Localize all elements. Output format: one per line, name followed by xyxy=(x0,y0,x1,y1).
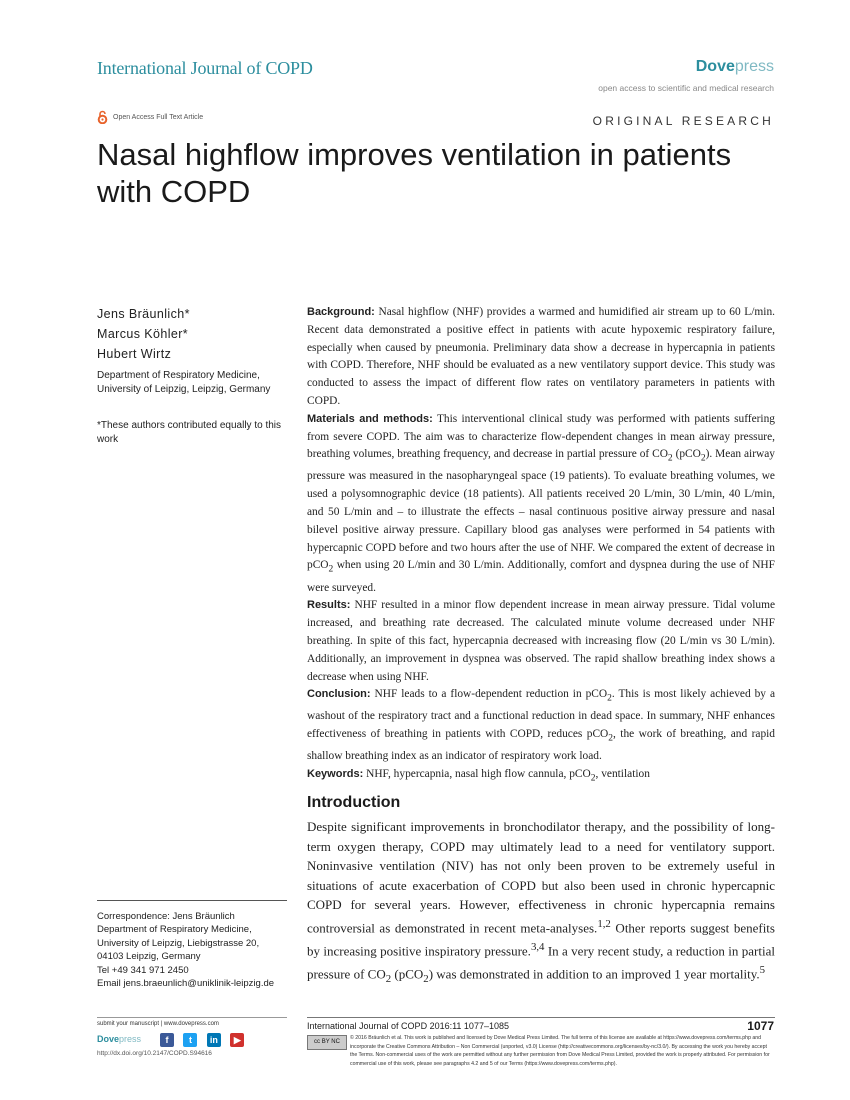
abstract-background xyxy=(307,304,775,411)
subscript: 2 xyxy=(590,773,596,784)
conclusion-text: . This is most likely achieved by a washout of the respiratory tract and a functional reduction in dead space. In summary, NHF enhances effectiveness of breathing in patients with COPD, reduces pCO xyxy=(307,688,775,741)
background-text: Nasal highflow (NHF) provides a warmed and humidified air stream up to 60 L/min. Recent data demonstrated a positive effect in patients with acute hypoxemic respiratory failure, especially when caused by pneumonia. Preliminary data show a decrease in hypercapnia in patients with COPD. Therefore, NHF should be evaluated as a new ventilatory support device. This study was conducted to assess the impact of different flow rates on ventilatory parameters in patients with COPD. xyxy=(307,306,775,407)
page-number: 1077 xyxy=(747,1019,774,1033)
results-label: Results: xyxy=(307,599,351,612)
reference-link[interactable]: 5 xyxy=(759,963,766,976)
twitter-icon[interactable]: t xyxy=(183,1033,197,1047)
publisher-logo-bold: Dove xyxy=(695,58,735,75)
social-links xyxy=(160,1031,249,1049)
intro-text: Other reports suggest benefits by increasing positive inspiratory pressure. xyxy=(307,920,775,959)
introduction-body xyxy=(307,817,775,989)
background-label: Background: xyxy=(307,306,375,318)
intro-text: Despite significant improvements in bronchodilator therapy, and the possibility of long-term oxygen therapy, COPD may ultimately lead to a need for ventilatory support. Noninvasive ventilation (NIV) has not only been proven to be extremely useful in situations of acute exacerbation of COPD but also been used in chronic hypercapnic COPD for several years. However, effectiveness in chronic hypercapnia remains controversial as demonstrated in recent meta-analyses. xyxy=(307,819,775,936)
submit-manuscript-link[interactable]: submit your manuscript | www.dovepress.com xyxy=(97,1021,219,1027)
correspondence-email[interactable]: Email jens.braeunlich@uniklinik-leipzig.de xyxy=(97,978,275,990)
license-text: © 2016 Bräunlich et al. This work is published and licensed by Dove Medical Press Limited. The full terms of this license are available at https://www.dovepress.com/terms.php and incorporate the Creative Commons Attribution – Non Commercial (unported, v3.0) License (http://creativecommons.org/licenses/by-nc/3.0/). By accessing the work you hereby accept the Terms. Non-commercial uses of the work are permitted without any further permission from Dove Medical Press Limited, provided the work is properly attributed. For permission for commercial use of this work, please see paragraphs 4.2 and 5 of our Terms (https://www.dovepress.com/terms.php). xyxy=(350,1035,770,1067)
author-list xyxy=(97,304,190,364)
facebook-icon[interactable]: f xyxy=(160,1033,174,1047)
reference-link[interactable]: 1,2 xyxy=(597,917,611,930)
youtube-icon[interactable]: ▶ xyxy=(230,1033,244,1047)
abstract-results xyxy=(307,597,775,686)
keywords-text: NHF, hypercapnia, nasal high flow cannula, pCO xyxy=(366,768,591,781)
footer-publisher-logo[interactable] xyxy=(97,1034,141,1044)
conclusion-text: NHF leads to a flow-dependent reduction in pCO xyxy=(374,688,608,701)
correspondence-divider xyxy=(97,900,287,901)
doi-link[interactable]: http://dx.doi.org/10.2147/COPD.S94616 xyxy=(97,1050,212,1057)
reference-link[interactable]: 3,4 xyxy=(530,940,545,953)
footer-right-divider xyxy=(307,1017,775,1018)
abstract-methods xyxy=(307,411,775,598)
correspondence-dept: Department of Respiratory Medicine, xyxy=(97,924,252,936)
publisher-tagline: open access to scientific and medical research xyxy=(598,83,774,93)
open-access-label: Open Access Full Text Article xyxy=(113,114,204,121)
article-type: ORIGINAL RESEARCH xyxy=(592,114,774,128)
subscript: 2 xyxy=(385,972,392,985)
subscript: 2 xyxy=(667,453,673,464)
subscript: 2 xyxy=(607,693,612,704)
abstract-conclusion xyxy=(307,686,775,766)
publisher-logo[interactable] xyxy=(696,58,774,76)
citation-line: International Journal of COPD 2016:11 1077–1085 xyxy=(307,1021,509,1031)
intro-text: (pCO xyxy=(391,966,424,982)
article-title xyxy=(97,136,777,210)
open-access-lock-icon xyxy=(97,110,108,124)
affiliation: Department of Respiratory Medicine, University of Leipzig, Leipzig, Germany xyxy=(97,370,271,395)
cc-license-icon[interactable]: cc BY NC xyxy=(307,1035,347,1050)
keywords-text: , ventilation xyxy=(595,768,650,781)
methods-text: (pCO xyxy=(672,448,701,461)
correspondence-label: Correspondence: Jens Bräunlich xyxy=(97,911,235,922)
introduction-heading: Introduction xyxy=(307,794,401,811)
correspondence-tel: Tel +49 341 971 2450 xyxy=(97,964,189,976)
subscript: 2 xyxy=(423,972,429,985)
correspondence-address: University of Leipzig, Liebigstrasse 20, xyxy=(97,937,260,949)
correspondence-address: 04103 Leipzig, Germany xyxy=(97,951,201,963)
subscript: 2 xyxy=(608,733,614,744)
author-3: Hubert Wirtz xyxy=(97,347,172,361)
title-line-1: Nasal highflow improves ventilation in patients xyxy=(97,137,732,172)
conclusion-text: , the work of breathing, and rapid shallow breathing index as an indicator of respiratory work load. xyxy=(307,728,775,763)
intro-text: In a very recent study, a reduction in partial pressure of CO xyxy=(307,943,775,982)
methods-text: This interventional clinical study was performed with patients suffering from severe COPD. The aim was to characterize flow-dependent changes in mean airway pressure, breathing volumes, breathing frequency, and decrease in partial pressure of CO xyxy=(307,412,775,461)
abstract xyxy=(307,304,775,788)
methods-text: ). Mean airway pressure was measured in the nasopharyngeal space (19 patients). To evaluate breathing volumes, we used a polysomnographic device (18 patients). All patients received 20 L/min, 30 L/min, 40 L/min, and 50 L/min and – to illustrate the effects – nasal continuous positive airway pressure and nasal bilevel positive airway pressure. Capillary blood gas analyses were performed in 54 patients with hypercapnic COPD before and two hours after the use of NHF. We compared the extent of decrease in pCO xyxy=(307,448,775,572)
footer-logo-bold: Dove xyxy=(97,1034,120,1044)
footer-left-divider xyxy=(97,1017,287,1018)
methods-label: Materials and methods: xyxy=(307,412,433,425)
title-line-2: with COPD xyxy=(97,174,251,209)
abstract-keywords xyxy=(307,766,775,788)
correspondence-block xyxy=(97,910,297,990)
subscript: 2 xyxy=(700,453,706,464)
equal-contribution-note: *These authors contributed equally to this work xyxy=(97,420,281,445)
conclusion-label: Conclusion: xyxy=(307,688,371,701)
subscript: 2 xyxy=(328,564,334,575)
linkedin-icon[interactable]: in xyxy=(207,1033,221,1047)
author-1: Jens Bräunlich* xyxy=(97,307,190,321)
footer-logo-light: press xyxy=(119,1034,142,1044)
intro-text: ) was demonstrated in addition to an improved 1 year mortality. xyxy=(428,966,760,982)
introduction-paragraph xyxy=(307,817,775,989)
results-text: NHF resulted in a minor flow dependent increase in mean airway pressure. Tidal volume increased, and breathing rate decreased. The calculated minute volume decreased under NHF breathing. In spite of this fact, hypercapnia decreased with increasing flow (20 L/min vs 30 L/min). Additionally, an improvement in dyspnea was observed. The rapid shallow breathing index shows a decrease when using NHF. xyxy=(307,599,775,683)
methods-text: when using 20 L/min and 30 L/min. Additionally, comfort and dyspnea during the use of NHF were surveyed. xyxy=(307,559,775,594)
author-2: Marcus Köhler* xyxy=(97,327,189,341)
keywords-label: Keywords: xyxy=(307,768,364,781)
publisher-logo-light: press xyxy=(734,58,774,75)
journal-title: International Journal of COPD xyxy=(97,58,313,78)
